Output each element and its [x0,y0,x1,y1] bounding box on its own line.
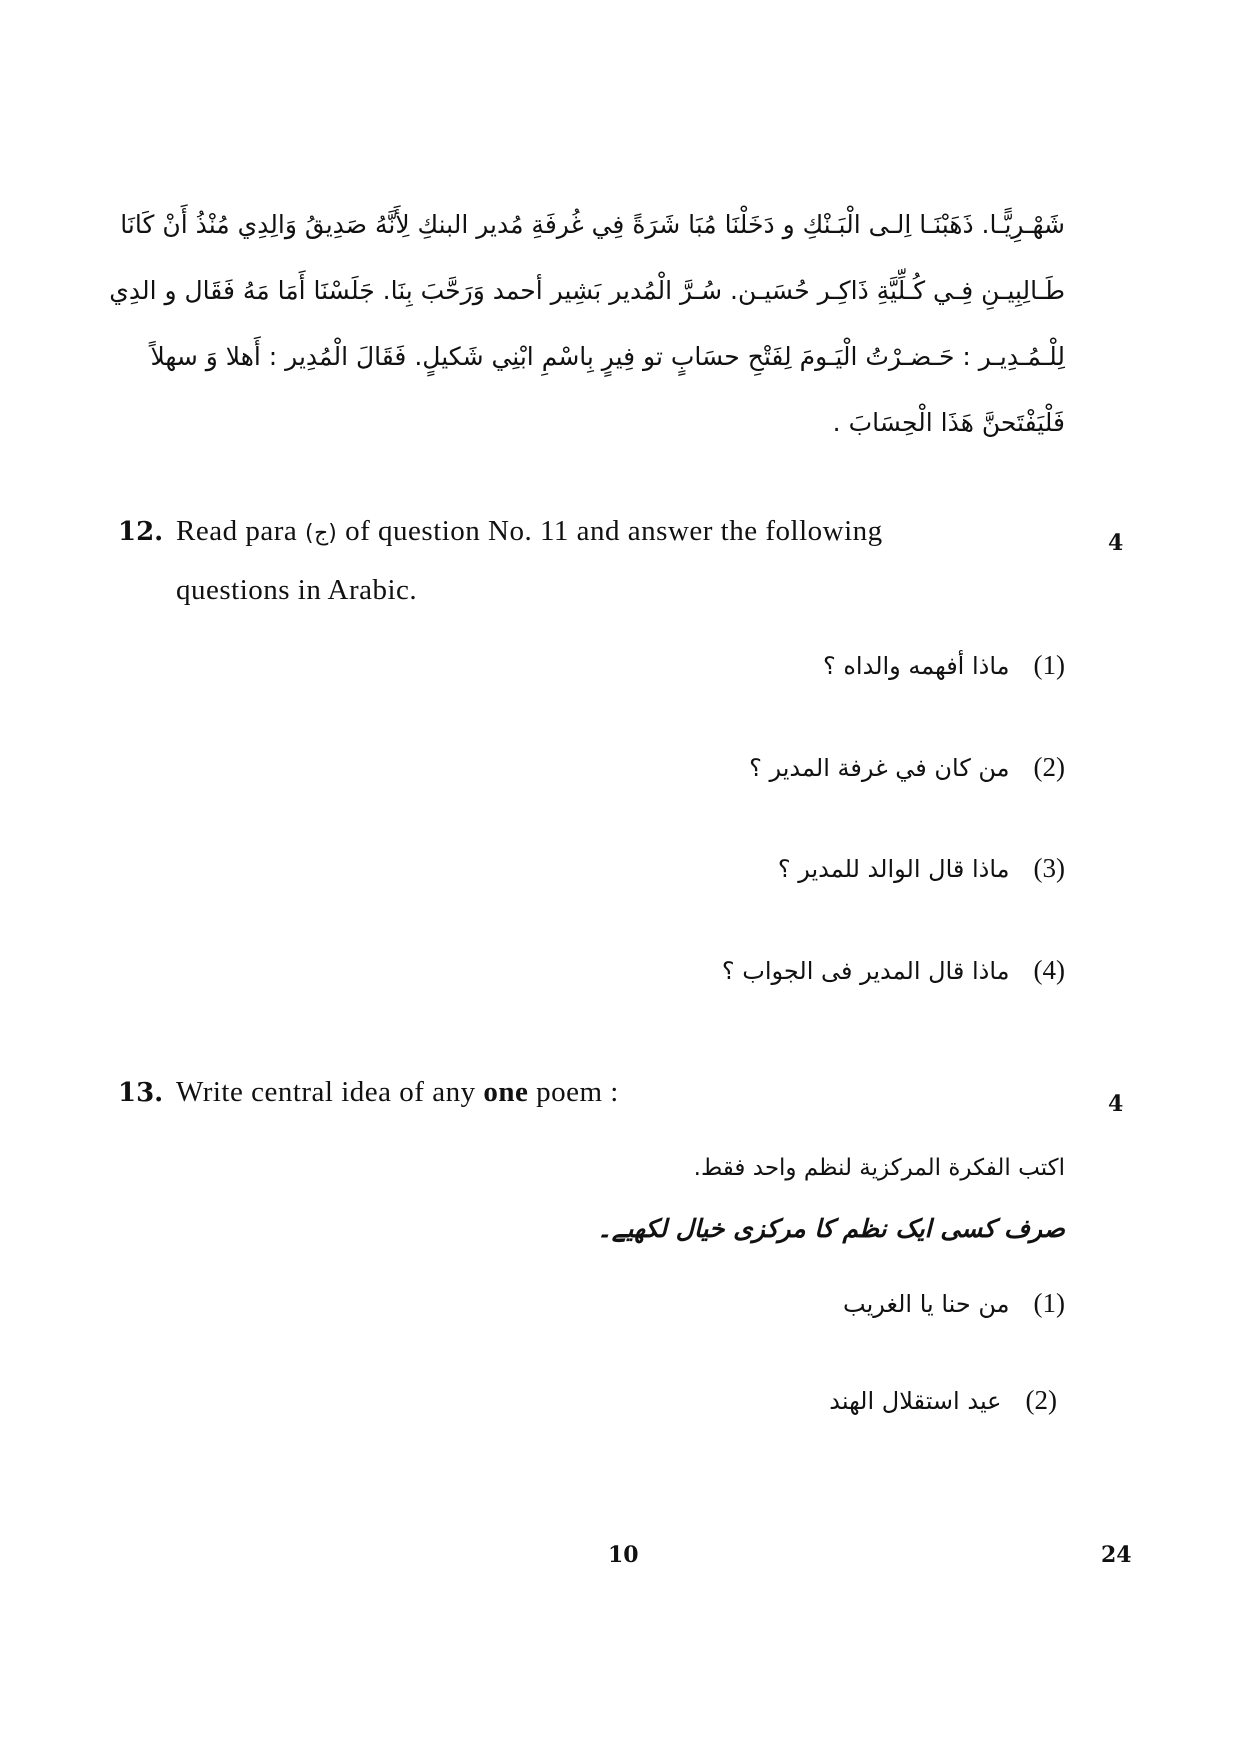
question-12-marks: 4 [1108,530,1124,556]
question-13-item-2 [829,1385,1057,1416]
question-13-line-1 [176,1076,619,1109]
page-number: 10 [608,1542,639,1568]
question-12-number: 12. [118,517,164,547]
item-number: (4) [1033,955,1065,985]
question-12-text-after: of question No. 11 and answer the following [345,515,883,547]
passage-line: لِلْـمُـدِيـر : حَـضـرْتُ الْيَـومَ لِفَتْحِ حسَابٍ تو فِيرٍ بِاسْمِ ابْنِي شَكيلٍ. فَقَالَ الْمُدِير : أَهلا وَ سهلاً [150,342,1065,371]
question-12-item-1 [823,650,1065,681]
question-13-text-after: poem : [536,1076,619,1108]
question-12-line-1 [176,515,883,548]
question-13-marks: 4 [1108,1091,1124,1117]
question-13-item-1 [843,1288,1065,1319]
item-text: ماذا قال الوالد للمدير ؟ [777,855,1010,883]
question-12-para-letter: (ج) [305,521,338,546]
item-text: عيد استقلال الهند [829,1387,1002,1415]
item-number: (1) [1033,650,1065,680]
question-13-instruction-urdu: صرف کسی ایک نظم کا مرکزی خیال لکھیے۔ [597,1214,1065,1243]
item-number: (1) [1033,1288,1065,1318]
item-number: (3) [1033,853,1065,883]
question-13-number: 13. [118,1078,164,1108]
item-text: ماذا قال المدير فى الجواب ؟ [721,957,1010,985]
question-13-text-before: Write central idea of any [176,1076,476,1108]
paper-code: 24 [1101,1542,1132,1568]
item-text: ماذا أفهمه والداه ؟ [822,652,1010,680]
question-13-instruction-arabic: اكتب الفكرة المركزية لنظم واحد فقط. [693,1155,1065,1181]
item-number: (2) [1025,1385,1057,1415]
passage-line: فَلْيَفْتَحنَّ هَذَا الْحِسَابَ . [832,408,1065,437]
passage-line: شَهْـرِيًّـا. ذَهَبْنَـا اِلـى الْبَـنْكِ و دَخَلْنَا مُبَا شَرَةً فِي غُرفَةِ مُدير البنكِ لِأَنَّهُ صَدِيقُ وَالِدِي مُنْذُ أَنْ كَانَا [120,210,1065,239]
question-12-item-3 [778,853,1065,884]
question-12-text-before: Read para [176,515,298,547]
question-12-item-4 [722,955,1065,986]
item-number: (2) [1033,752,1065,782]
passage-line: طَـالِبِيـنِ فِـي كُـلِّيَّةِ ذَاكِـر حُسَيـن. سُـرَّ الْمُدير بَشِير أحمد وَرَحَّبَ بِنَا. جَلَسْنَا أَمَا مَهُ فَقَال و الدِي [109,276,1065,305]
question-12-line-2: questions in Arabic. [176,574,418,606]
arabic-passage [109,192,1065,456]
question-13-text-bold: one [483,1076,529,1108]
question-12-item-2 [749,752,1065,783]
item-text: من كان في غرفة المدير ؟ [749,754,1010,782]
item-text: من حنا يا الغريب [843,1290,1010,1318]
